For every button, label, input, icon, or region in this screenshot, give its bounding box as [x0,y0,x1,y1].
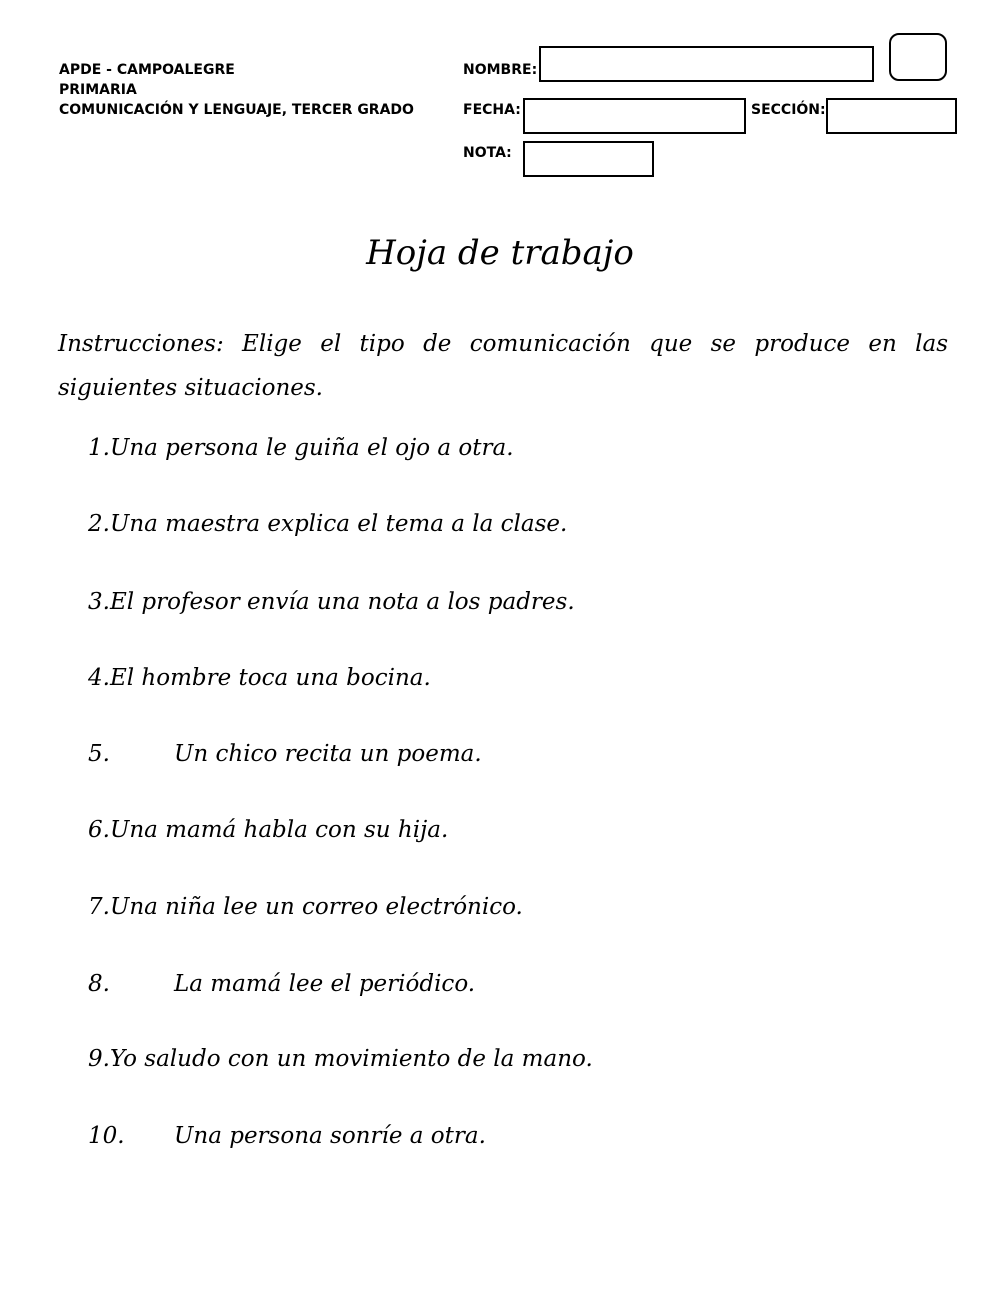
name-label: NOMBRE: [463,62,538,78]
item-number: 2. [88,511,110,537]
item-number: 3. [88,589,110,615]
item-number: 4. [88,665,110,691]
list-item [88,889,523,925]
list-item [88,1041,593,1077]
section-label: SECCIÓN: [751,102,826,118]
item-text: El hombre toca una bocina. [109,665,431,691]
item-text: Una niña lee un correo electrónico. [109,894,523,920]
list-item [88,736,482,772]
item-text: Una maestra explica el tema a la clase. [109,511,568,537]
list-item [88,660,431,696]
item-number: 6. [88,817,110,843]
list-item [88,966,475,1002]
school-level: PRIMARIA [59,82,137,98]
item-number: 1. [88,435,110,461]
item-number: 10. [88,1123,125,1149]
subject-grade: COMUNICACIÓN Y LENGUAJE, TERCER GRADO [59,102,414,118]
item-text: La mamá lee el periódico. [174,971,476,997]
list-item [88,506,567,542]
list-item [88,430,514,466]
list-item [88,812,448,848]
date-label: FECHA: [463,102,521,118]
item-text: Yo saludo con un movimiento de la mano. [109,1046,593,1072]
item-text: Una mamá habla con su hija. [109,817,449,843]
item-number: 5. [88,741,110,767]
item-number: 8. [88,971,110,997]
item-number: 9. [88,1046,110,1072]
grade-label: NOTA: [463,145,512,161]
grade-field[interactable] [523,141,654,177]
item-text: Una persona sonríe a otra. [174,1123,486,1149]
item-text: El profesor envía una nota a los padres. [109,589,575,615]
item-text: Una persona le guiña el ojo a otra. [109,435,514,461]
school-name: APDE - CAMPOALEGRE [59,62,235,78]
name-field[interactable] [539,46,874,82]
date-field[interactable] [523,98,746,134]
list-item [88,1118,486,1154]
list-item [88,584,575,620]
worksheet-title: Hoja de trabajo [366,233,634,273]
item-text: Un chico recita un poema. [174,741,482,767]
instructions-text: Instrucciones: Elige el tipo de comunicación que se produce en las siguientes situaciones. [58,331,948,401]
score-box[interactable] [889,33,947,81]
item-number: 7. [88,894,110,920]
section-field[interactable] [826,98,957,134]
